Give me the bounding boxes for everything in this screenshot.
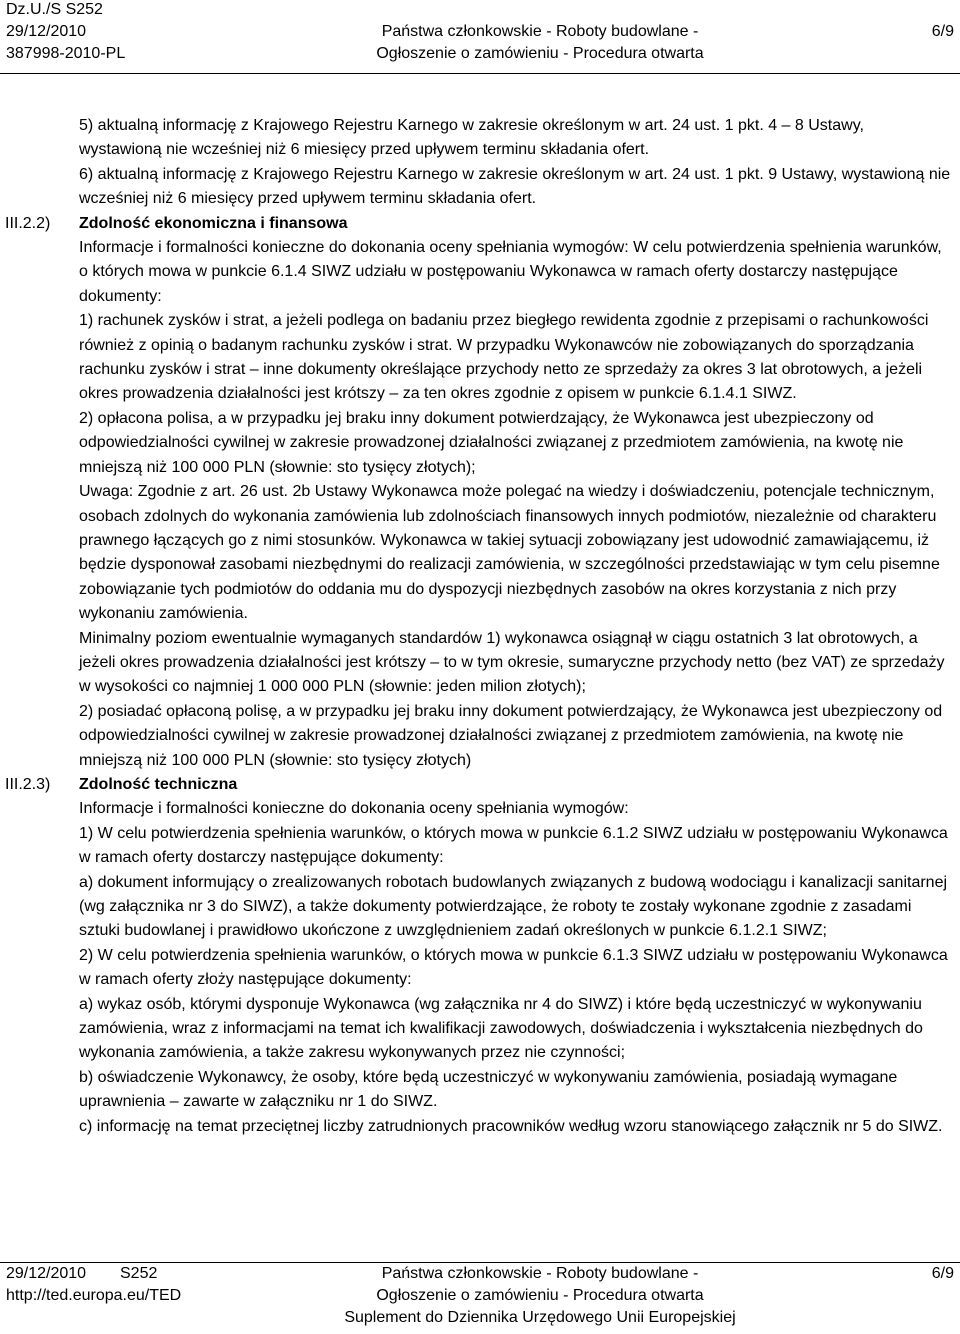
footer-date: 29/12/2010	[6, 1265, 87, 1282]
section-number: III.2.3)	[5, 775, 51, 793]
section-title: Zdolność techniczna	[79, 775, 238, 793]
footer-divider	[0, 1262, 960, 1263]
header-category: Państwa członkowskie - Roboty budowlane -	[381, 23, 699, 40]
section-number: III.2.2)	[5, 214, 51, 232]
paragraph: 2) posiadać opłaconą polisę, a w przypadku jej braku inny dokument potwierdzający, że Wykonawca jest ubezpieczony od odpowiedzialności cywilnej w zakresie prowadzonej działalności związanej z przedmiotem zamówienia, na kwotę nie mniejszą niż 100 000 PLN (słownie: sto tysięcy złotych)	[79, 702, 943, 769]
footer-url: http://ted.europa.eu/TED	[6, 1287, 182, 1304]
journal-reference: Dz.U./S S252	[6, 1, 103, 18]
footer-series: S252	[120, 1265, 158, 1282]
section-technical-capacity	[5, 773, 951, 1139]
header-date: 29/12/2010	[6, 23, 87, 40]
intro-block	[79, 114, 951, 212]
paragraph: Uwaga: Zgodnie z art. 26 ust. 2b Ustawy Wykonawca może polegać na wiedzy i doświadczeniu, potencjale technicznym, osobach zdolnych do wykonania zamówienia lub zdolnościach finansowych innych podmiotów, niezależnie od charakteru prawnego łączących go z nimi stosunków. Wykonawca w takiej sytuacji zobowiązany jest udowodnić zamawiającemu, iż będzie dysponował zasobami niezbędnymi do realizacji zamówienia, w szczególności przedstawiając w tym celu pisemne zobowiązanie tych podmiotów do oddania mu do dyspozycji niezbędnych zasobów na okres korzystania z nich przy wykonaniu zamówienia.	[79, 483, 940, 623]
header-procedure: Ogłoszenie o zamówieniu - Procedura otwarta	[376, 45, 704, 62]
paragraph: Informacje i formalności konieczne do dokonania oceny spełniania wymogów:	[79, 800, 629, 818]
document-id: 387998-2010-PL	[6, 45, 126, 62]
page-header	[0, 0, 960, 76]
header-divider	[0, 73, 960, 74]
paragraph: 2) W celu potwierdzenia spełnienia warunków, o których mowa w punkcie 6.1.3 SIWZ udziału w postępowaniu Wykonawca w ramach oferty złoży następujące dokumenty:	[79, 946, 948, 989]
paragraph: 2) opłacona polisa, a w przypadku jej braku inny dokument potwierdzający, że Wykonawca jest ubezpieczony od odpowiedzialności cywilnej w zakresie prowadzonej działalności związanej z przedmiotem zamówienia, na kwotę nie mniejszą niż 100 000 PLN (słownie: sto tysięcy złotych);	[79, 409, 904, 476]
page-footer	[0, 1264, 960, 1334]
paragraph: 1) W celu potwierdzenia spełnienia warunków, o których mowa w punkcie 6.1.2 SIWZ udziału w postępowaniu Wykonawca w ramach oferty dostarczy następujące dokumenty:	[79, 824, 948, 867]
footer-page-number: 6/9	[931, 1265, 954, 1282]
paragraph: 1) rachunek zysków i strat, a jeżeli podlega on badaniu przez biegłego rewidenta zgodnie z przepisami o rachunkowości również z opinią o badanym rachunku zysków i strat. W przypadku Wykonawców nie zobowiązanych do sporządzania rachunku zysków i strat – inne dokumenty określające przychody netto ze sprzedaży za okres 3 lat obrotowych, a jeżeli okres prowadzenia działalności jest krótszy – za ten okres zgodnie z opisem w punkcie 6.1.4.1 SIWZ.	[79, 312, 929, 403]
paragraph: a) dokument informujący o zrealizowanych robotach budowlanych związanych z budową wodociągu i kanalizacji sanitarnej (wg załącznika nr 3 do SIWZ), a także dokumenty potwierdzające, że roboty te zostały wykonane zgodnie z zasadami sztuki budowlanej i prawidłowo ukończone z uwzględnieniem zadań określonych w punkcie 6.1.2.1 SIWZ;	[79, 873, 948, 940]
section-title: Zdolność ekonomiczna i finansowa	[79, 214, 348, 232]
footer-category: Państwa członkowskie - Roboty budowlane -	[381, 1265, 699, 1282]
footer-supplement: Suplement do Dziennika Urzędowego Unii Europejskiej	[344, 1309, 736, 1326]
footer-procedure: Ogłoszenie o zamówieniu - Procedura otwarta	[376, 1287, 704, 1304]
header-page-number: 6/9	[931, 23, 954, 40]
paragraph: Informacje i formalności konieczne do dokonania oceny spełniania wymogów: W celu potwierdzenia spełnienia warunków, o których mowa w punkcie 6.1.4 SIWZ udziału w postępowaniu Wykonawca w ramach oferty dostarczy następujące dokumenty:	[79, 239, 942, 305]
paragraph: c) informację na temat przeciętnej liczby zatrudnionych pracowników według wzoru stanowiącego załącznik nr 5 do SIWZ.	[79, 1117, 943, 1135]
section-economic-capacity	[5, 212, 951, 773]
paragraph: b) oświadczenie Wykonawcy, że osoby, które będą uczestniczyć w wykonywaniu zamówienia, posiadają wymagane uprawnienia – zawarte w załączniku nr 1 do SIWZ.	[79, 1068, 898, 1111]
paragraph: a) wykaz osób, którymi dysponuje Wykonawca (wg załącznika nr 4 do SIWZ) i które będą uczestniczyć w wykonywaniu zamówienia, wraz z informacjami na temat ich kwalifikacji zawodowych, doświadczenia i wykształcenia niezbędnych do wykonania zamówienia, a także zakresu wykonywanych przez nie czynności;	[79, 995, 923, 1062]
paragraph: Minimalny poziom ewentualnie wymaganych standardów 1) wykonawca osiągnął w ciągu ostatnich 3 lat obrotowych, a jeżeli okres prowadzenia działalności jest krótszy – to w tym okresie, sumaryczne przychody netto (bez VAT) ze sprzedaży w wysokości co najmniej 1 000 000 PLN (słownie: jeden milion złotych);	[79, 629, 945, 696]
paragraph-criminal-record-1: 5) aktualną informację z Krajowego Rejestru Karnego w zakresie określonym w art. 24 ust. 1 pkt. 4 – 8 Ustawy, wystawioną nie wcześniej niż 6 miesięcy przed upływem terminu składania ofert.	[79, 117, 864, 159]
paragraph-criminal-record-2: 6) aktualną informację z Krajowego Rejestru Karnego w zakresie określonym w art. 24 ust. 1 pkt. 9 Ustawy, wystawioną nie wcześniej niż 6 miesięcy przed upływem terminu składania ofert.	[79, 165, 951, 208]
document-body	[0, 114, 960, 1139]
